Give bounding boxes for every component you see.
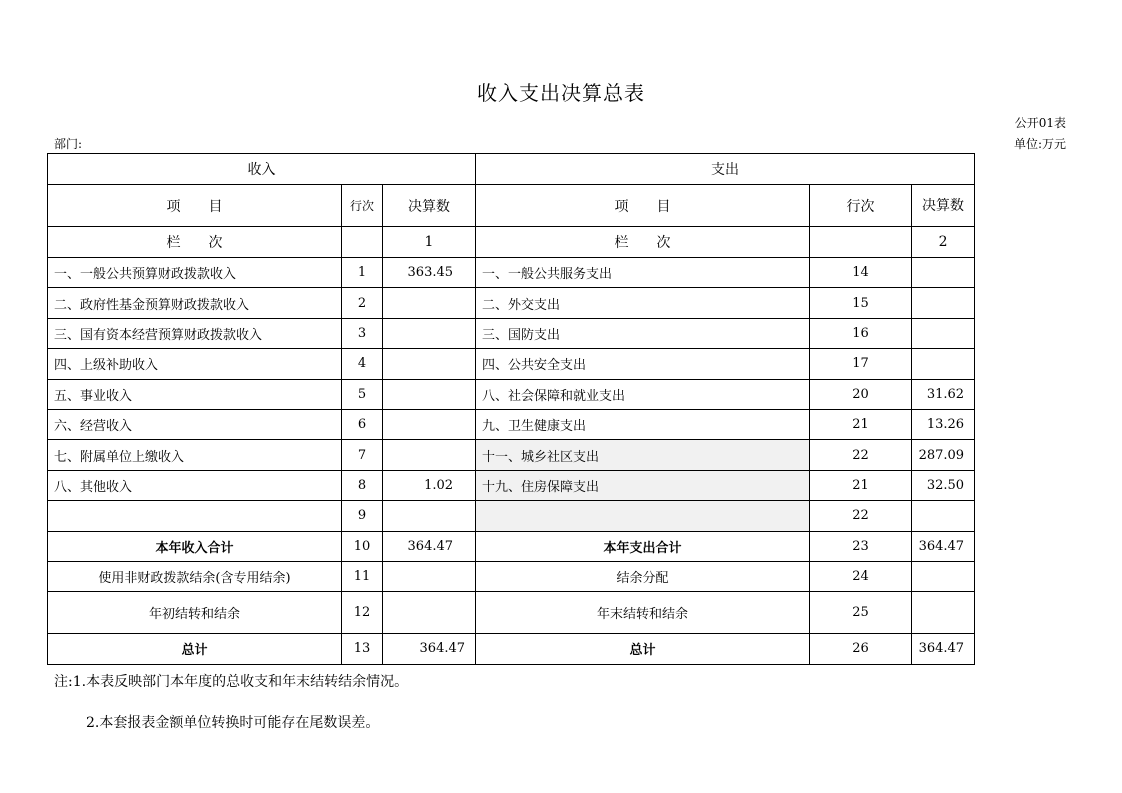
expense-amount [912,258,975,288]
year-income-total-number: 10 [342,531,383,561]
income-amount-header: 决算数 [383,185,476,227]
expense-amount [912,349,975,379]
nonfiscal-amount [383,561,476,591]
end-carryover-number: 25 [810,592,912,634]
income-item: 二、政府性基金预算财政拨款收入 [48,288,342,318]
table-row [48,409,975,439]
income-item: 八、其他收入 [48,470,342,500]
income-amount: 363.45 [383,258,476,288]
income-amount [383,501,476,531]
expense-item: 三、国防支出 [476,318,810,348]
year-income-total-label: 本年收入合计 [48,531,342,561]
expense-row-number: 22 [810,440,912,470]
table-row [48,258,975,288]
surplus-label: 结余分配 [476,561,810,591]
income-item: 四、上级补助收入 [48,349,342,379]
income-amount [383,349,476,379]
year-expense-total-number: 23 [810,531,912,561]
income-row-number: 9 [342,501,383,531]
grand-income-total-label: 总计 [48,634,342,664]
income-row-number: 7 [342,440,383,470]
expense-item-header: 项 目 [476,185,810,227]
grand-income-total-number: 13 [342,634,383,664]
income-amount [383,288,476,318]
income-amount [383,379,476,409]
department-label: 部门: [54,137,83,151]
column-number-row [48,227,975,258]
year-expense-total-label: 本年支出合计 [476,531,810,561]
expense-column-label: 栏 次 [476,227,810,258]
footnote-2: 2.本套报表金额单位转换时可能存在尾数误差。 [86,715,380,731]
expense-item: 二、外交支出 [476,288,810,318]
table-row [48,318,975,348]
income-row-number: 6 [342,409,383,439]
table-row [48,379,975,409]
expense-rowno-header: 行次 [810,185,912,227]
expense-item: 十一、城乡社区支出 [476,440,810,470]
expense-column-number: 2 [912,227,975,258]
expense-item: 十九、住房保障支出 [476,470,810,500]
income-column-rowno [342,227,383,258]
expense-row-number: 14 [810,258,912,288]
income-amount: 1.02 [383,470,476,500]
column-header-row [48,185,975,227]
income-row-number: 5 [342,379,383,409]
expense-amount [912,501,975,531]
grand-expense-total-number: 26 [810,634,912,664]
year-total-row [48,531,975,561]
expense-amount [912,318,975,348]
nonfiscal-label: 使用非财政拨款结余(含专用结余) [48,561,342,591]
income-row-number: 3 [342,318,383,348]
expense-amount-header: 决算数 [912,185,975,227]
expense-row-number: 21 [810,409,912,439]
nonfiscal-number: 11 [342,561,383,591]
income-item: 五、事业收入 [48,379,342,409]
end-carryover-label: 年末结转和结余 [476,592,810,634]
grand-expense-total-label: 总计 [476,634,810,664]
surplus-amount [912,561,975,591]
income-item-header: 项 目 [48,185,342,227]
expense-item: 一、一般公共服务支出 [476,258,810,288]
income-column-number: 1 [383,227,476,258]
year-expense-total-amount: 364.47 [912,531,975,561]
income-expense-table [47,153,975,665]
income-item [48,501,342,531]
income-column-label: 栏 次 [48,227,342,258]
end-carryover-amount [912,592,975,634]
table-row [48,470,975,500]
table-row [48,501,975,531]
table-row [48,440,975,470]
expense-row-number: 22 [810,501,912,531]
form-code: 公开01表 [1014,116,1066,130]
expense-amount: 287.09 [912,440,975,470]
income-item: 六、经营收入 [48,409,342,439]
begin-carryover-amount [383,592,476,634]
income-item: 三、国有资本经营预算财政拨款收入 [48,318,342,348]
carryover-row [48,592,975,634]
income-section-header: 收入 [48,154,476,185]
income-amount [383,318,476,348]
unit-label: 单位:万元 [1013,137,1066,151]
year-income-total-amount: 364.47 [383,531,476,561]
expense-section-header: 支出 [476,154,975,185]
expense-amount: 13.26 [912,409,975,439]
nonfiscal-row [48,561,975,591]
expense-amount: 31.62 [912,379,975,409]
expense-row-number: 20 [810,379,912,409]
income-row-number: 8 [342,470,383,500]
expense-amount [912,288,975,318]
footnote-1: 注:1.本表反映部门本年度的总收支和年末结转结余情况。 [54,674,409,690]
section-header-row [48,154,975,185]
income-row-number: 1 [342,258,383,288]
expense-item: 九、卫生健康支出 [476,409,810,439]
income-item: 七、附属单位上缴收入 [48,440,342,470]
expense-item [476,501,810,531]
expense-amount: 32.50 [912,470,975,500]
grand-total-row [48,634,975,664]
expense-column-rowno [810,227,912,258]
income-row-number: 4 [342,349,383,379]
income-row-number: 2 [342,288,383,318]
grand-income-total-amount: 364.47 [383,634,476,664]
surplus-number: 24 [810,561,912,591]
expense-row-number: 15 [810,288,912,318]
expense-item: 八、社会保障和就业支出 [476,379,810,409]
expense-row-number: 17 [810,349,912,379]
table-row [48,288,975,318]
table-row [48,349,975,379]
income-rowno-header: 行次 [342,185,383,227]
income-amount [383,440,476,470]
page-title: 收入支出决算总表 [477,81,645,105]
grand-expense-total-amount: 364.47 [912,634,975,664]
income-amount [383,409,476,439]
expense-item: 四、公共安全支出 [476,349,810,379]
income-item: 一、一般公共预算财政拨款收入 [48,258,342,288]
begin-carryover-label: 年初结转和结余 [48,592,342,634]
expense-row-number: 21 [810,470,912,500]
begin-carryover-number: 12 [342,592,383,634]
expense-row-number: 16 [810,318,912,348]
